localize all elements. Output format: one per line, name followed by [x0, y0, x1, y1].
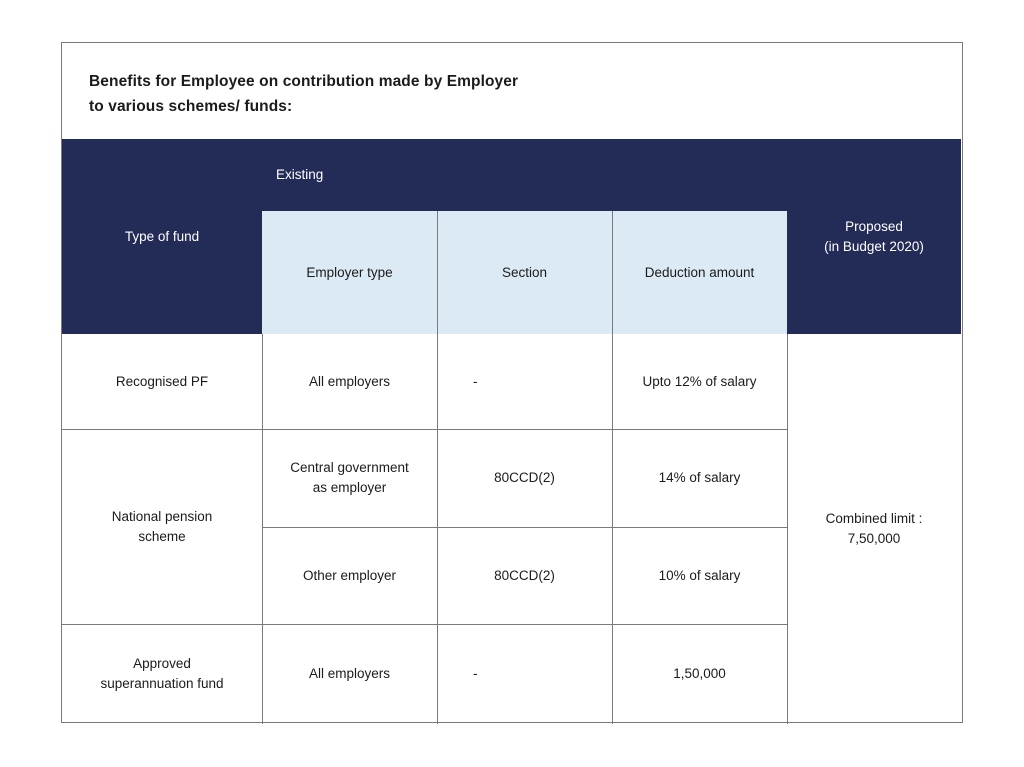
benefits-table — [61, 42, 963, 723]
cell-section-row-1: - — [473, 373, 478, 389]
column-divider-a — [262, 334, 263, 724]
table-title — [62, 43, 962, 139]
cell-employer-type-row-1: All employers — [308, 373, 391, 389]
cell-employer-type-row-2b: Other employer — [302, 567, 397, 583]
subheader-divider-2 — [612, 211, 613, 334]
column-divider-b — [437, 334, 438, 724]
cell-deduction-amount-row-2b: 10% of salary — [658, 567, 741, 583]
cell-section-row-2b: 80CCD(2) — [494, 567, 555, 583]
cell-employer-type-row-2a — [262, 429, 437, 527]
cell-section-row-2a: 80CCD(2) — [494, 470, 555, 485]
cell-section-row-3: - — [473, 666, 478, 681]
header-existing-group: Existing — [262, 139, 787, 211]
header-section: Section — [437, 211, 612, 334]
cell-deduction-amount-row-1: Upto 12% of salary — [642, 373, 757, 389]
cell-employer-type-row-3: All employers — [308, 666, 391, 681]
cell-proposed-combined-limit — [787, 334, 961, 724]
header-proposed-line-1: Proposed — [845, 218, 903, 234]
title-line-1: Benefits for Employee on contribution made by Employer — [89, 73, 519, 90]
cell-employer-type-row-2a-line-2: as employer — [312, 480, 387, 495]
header-type-of-fund: Type of fund — [62, 139, 262, 334]
cell-proposed-line-2: 7,50,000 — [847, 531, 901, 546]
cell-type-of-fund-row-3-line-2: superannuation fund — [100, 676, 224, 691]
cell-proposed-line-1: Combined limit : — [825, 511, 923, 526]
subrow-divider — [262, 527, 787, 528]
cell-deduction-amount-row-3: 1,50,000 — [673, 666, 726, 681]
row-divider-2 — [62, 624, 787, 625]
table-grid — [62, 139, 962, 724]
cell-type-of-fund-row-2 — [62, 429, 262, 624]
column-divider-d — [787, 334, 788, 724]
cell-type-of-fund-row-2-line-2: scheme — [138, 528, 186, 544]
header-deduction-amount: Deduction amount — [612, 211, 787, 334]
subheader-divider-1 — [437, 211, 438, 334]
header-employer-type: Employer type — [262, 211, 437, 334]
cell-employer-type-row-2a-line-1: Central government — [290, 460, 409, 475]
title-line-2: to various schemes/ funds: — [89, 98, 293, 115]
cell-type-of-fund-row-3-line-1: Approved — [133, 656, 191, 671]
cell-deduction-amount-row-2a: 14% of salary — [658, 470, 741, 485]
cell-type-of-fund-row-2-line-1: National pension — [111, 508, 213, 524]
header-proposed-line-2: (in Budget 2020) — [824, 238, 924, 254]
header-proposed — [787, 139, 961, 334]
row-divider-1 — [62, 429, 787, 430]
cell-type-of-fund-row-3 — [62, 624, 262, 724]
cell-type-of-fund-row-1: Recognised PF — [115, 373, 209, 389]
column-divider-c — [612, 334, 613, 724]
